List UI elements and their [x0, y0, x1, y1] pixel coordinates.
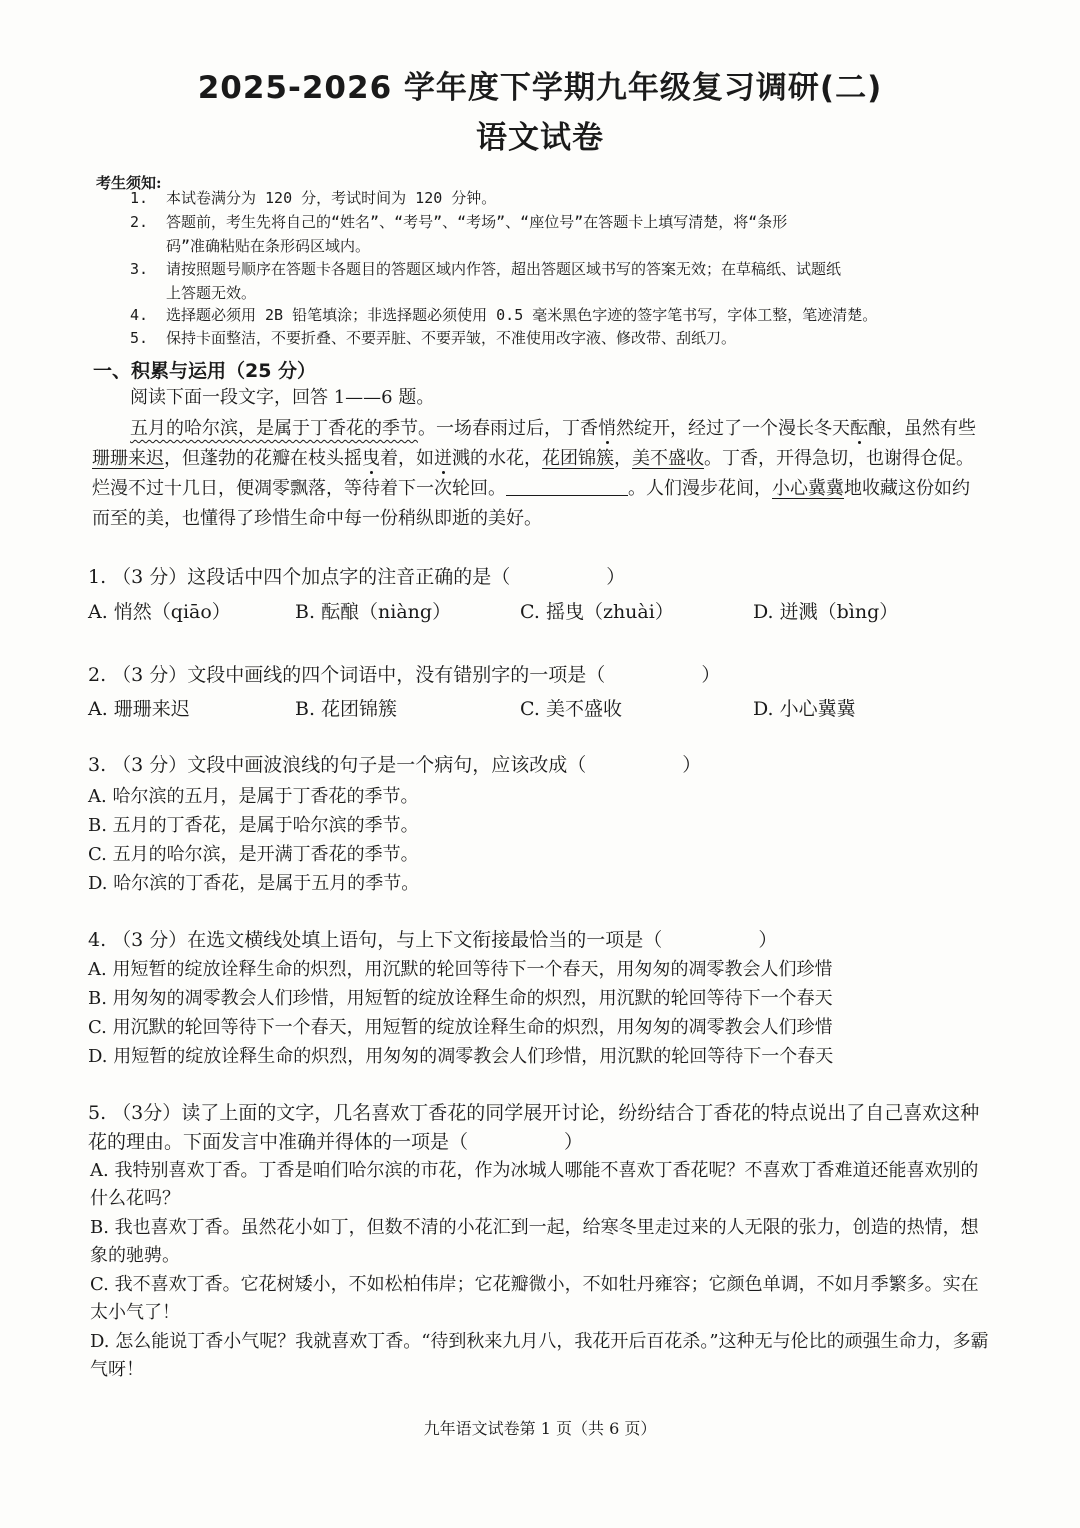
- question-2: 2. （3 分）文段中画线的四个词语中，没有错别字的一项是（ ）: [88, 664, 721, 686]
- note-text: 请按照题号顺序在答题卡各题目的答题区域内作答，超出答题区域书写的答案无效；在草稿纸、试题纸: [166, 260, 842, 278]
- note-text: 保持卡面整洁，不要折叠、不要弄脏、不要弄皱，不准使用改字液、修改带、刮纸刀。: [166, 329, 737, 347]
- option-b[interactable]: B. 花团锦簇: [295, 698, 398, 720]
- reading-instruction: 阅读下面一段文字，回答 1——6 题。: [130, 387, 435, 408]
- question-3: 3. （3 分）文段中画波浪线的句子是一个病句，应该改成（ ）: [88, 754, 702, 776]
- note-text-continued: 上答题无效。: [166, 284, 257, 302]
- option-c[interactable]: C. 用沉默的轮回等待下一个春天，用短暂的绽放诠释生命的炽烈，用匆匆的凋零教会人们珍惜: [88, 1017, 833, 1038]
- option-d[interactable]: D. 迸溅（bìng）: [753, 601, 899, 623]
- dotted-char: 酝: [850, 418, 868, 439]
- option-a[interactable]: A. 用短暂的绽放诠释生命的炽烈，用沉默的轮回等待下一个春天，用匆匆的凋零教会人们珍惜: [88, 959, 833, 980]
- note-text: 本试卷满分为 120 分，考试时间为 120 分钟。: [166, 189, 497, 207]
- wavy-underlined-sentence: 五月的哈尔滨，是属于丁香花的季节: [130, 418, 418, 439]
- underlined-word: 小心冀冀: [772, 478, 844, 499]
- question-2-options: [88, 694, 988, 724]
- option-a[interactable]: A. 我特别喜欢丁香。丁香是咱们哈尔滨的市花，作为冰城人哪能不喜欢丁香花呢？不喜欢丁香难道还能喜欢别的什么花吗？: [90, 1160, 979, 1209]
- option-a[interactable]: A. 珊珊来迟: [88, 698, 190, 720]
- exam-subject: 语文试卷: [476, 120, 604, 156]
- note-number: 3.: [130, 260, 149, 278]
- section-heading: 一、积累与运用（25 分）: [93, 360, 317, 382]
- option-b[interactable]: B. 酝酿（niàng）: [295, 601, 452, 623]
- dotted-char: 曳: [362, 448, 380, 469]
- underlined-word: 珊珊来迟: [92, 448, 164, 469]
- option-c[interactable]: C. 我不喜欢丁香。它花树矮小，不如松柏伟岸；它花瓣微小，不如牡丹雍容；它颜色单调，不如月季繁多。实在太小气了！: [90, 1274, 979, 1323]
- question-5: 5. （3分）读了上面的文字，几名喜欢丁香花的同学展开讨论，纷纷结合丁香花的特点说出了自己喜欢这种花的理由。下面发言中准确并得体的一项是（ ）: [88, 1102, 980, 1153]
- option-a[interactable]: A. 悄然（qiāo）: [88, 601, 231, 623]
- note-item: [130, 303, 990, 327]
- fill-in-blank[interactable]: [506, 475, 628, 496]
- note-item: [130, 326, 990, 350]
- note-item: [130, 210, 990, 258]
- option-c[interactable]: C. 美不盛收: [520, 698, 622, 720]
- option-b[interactable]: B. 我也喜欢丁香。虽然花小如丁，但数不清的小花汇到一起，给寒冬里走过来的人无限的张力，创造的热情，想象的驰骋。: [90, 1217, 979, 1266]
- dotted-char: 悄: [598, 418, 616, 439]
- option-c[interactable]: C. 五月的哈尔滨，是开满丁香花的季节。: [88, 844, 419, 865]
- question-1: 1. （3 分）这段话中四个加点字的注音正确的是（ ）: [88, 566, 626, 588]
- note-item: [130, 186, 990, 210]
- page-footer: 九年语文试卷第 1 页（共 6 页）: [423, 1419, 657, 1438]
- note-number: 5.: [130, 329, 149, 347]
- note-text-continued: 码”准确粘贴在条形码区域内。: [166, 237, 371, 255]
- note-text: 答题前，考生先将自己的“姓名”、“考号”、“考场”、“座位号”在答题卡上填写清楚，将“条形: [166, 213, 788, 231]
- note-number: 1.: [130, 189, 149, 207]
- notes-heading: 考生须知:: [96, 174, 162, 192]
- option-b[interactable]: B. 用匆匆的凋零教会人们珍惜，用短暂的绽放诠释生命的炽烈，用沉默的轮回等待下一个春天: [88, 988, 833, 1009]
- note-number: 2.: [130, 213, 149, 231]
- dotted-char: 迸: [434, 448, 452, 469]
- note-text: 选择题必须用 2B 铅笔填涂；非选择题必须使用 0.5 毫米黑色字迹的签字笔书写，字体工整，笔迹清楚。: [166, 306, 878, 324]
- reading-passage: 五月的哈尔滨，是属于丁香花的季节。一场春雨过后，丁香悄然绽开，经过了一个漫长冬天酝酿，虽然有些珊珊来迟，但蓬勃的花瓣在枝头摇曳着，如迸溅的水花，花团锦簇，美不盛收。丁香，开得急切，也谢得仓促。烂漫不过十几日，便凋零飘落，等待着下一次轮回。 。人们漫步花间，小心冀冀地收藏这份如约而至的美，也懂得了珍惜生命中每一份稍纵即逝的美好。: [92, 418, 976, 529]
- underlined-word: 美不盛收: [632, 448, 704, 469]
- option-d[interactable]: D. 哈尔滨的丁香花，是属于五月的季节。: [88, 873, 420, 894]
- question-1-options: [88, 597, 988, 627]
- note-number: 4.: [130, 306, 149, 324]
- question-4: 4. （3 分）在选文横线处填上语句，与上下文衔接最恰当的一项是（ ）: [88, 929, 778, 951]
- option-a[interactable]: A. 哈尔滨的五月，是属于丁香花的季节。: [88, 786, 419, 807]
- option-d[interactable]: D. 小心冀冀: [753, 698, 856, 720]
- note-item: [130, 257, 990, 305]
- option-b[interactable]: B. 五月的丁香花，是属于哈尔滨的季节。: [88, 815, 419, 836]
- option-c[interactable]: C. 摇曳（zhuài）: [520, 601, 674, 623]
- option-d[interactable]: D. 用短暂的绽放诠释生命的炽烈，用匆匆的凋零教会人们珍惜，用沉默的轮回等待下一个春天: [88, 1046, 834, 1067]
- underlined-word: 花团锦簇: [542, 448, 614, 469]
- option-d[interactable]: D. 怎么能说丁香小气呢？我就喜欢丁香。“待到秋来九月八，我花开后百花杀。”这种无与伦比的顽强生命力，多霸气呀！: [90, 1331, 989, 1380]
- exam-title: 2025-2026 学年度下学期九年级复习调研(二): [197, 70, 883, 106]
